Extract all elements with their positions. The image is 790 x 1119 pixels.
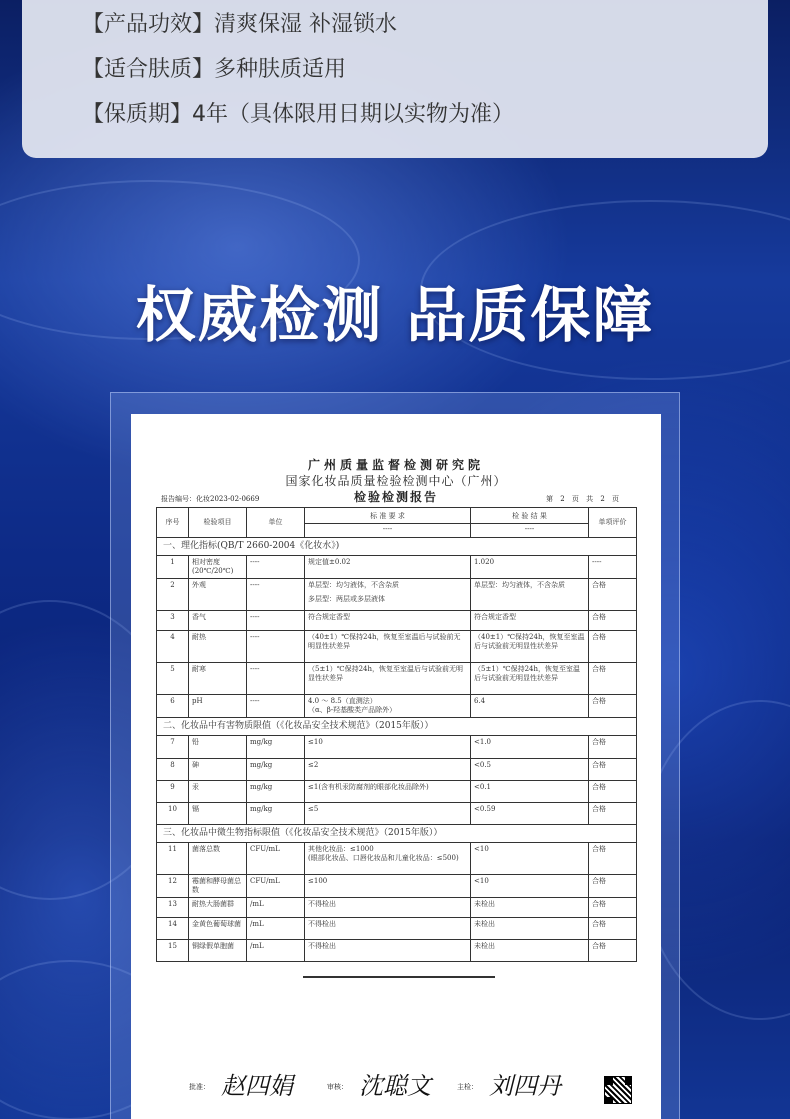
table-row [157,875,637,898]
header-evaluation: 单项评价 [589,508,637,538]
cell-unit: ---- [247,556,305,579]
cell-eval: 合格 [589,611,637,631]
cell-standard: ≤2 [305,759,471,781]
cell-eval: 合格 [589,736,637,759]
cell-unit: CFU/mL [247,875,305,898]
cell-no: 3 [157,611,189,631]
cell-standard [305,579,471,611]
cell-no: 6 [157,695,189,718]
cell-no: 14 [157,918,189,940]
header-result [471,508,589,538]
cell-standard: （40±1）℃保持24h，恢复至室温后与试验前无明显性状差异 [305,631,471,663]
section-physchem: 一、理化指标(QB/T 2660-2004《化妆水》) [157,538,637,556]
approve-signature: 赵四娟 [221,1072,293,1100]
cell-no: 13 [157,898,189,918]
cell-standard: ≤5 [305,803,471,825]
main-inspector-label: 主检： [457,1083,478,1091]
cell-unit: /mL [247,918,305,940]
cell-no: 12 [157,875,189,898]
cell-result: 未检出 [471,898,589,918]
cell-standard: ≤1(含有机汞防腐剂的眼部化妆品除外) [305,781,471,803]
cell-result: <0.5 [471,759,589,781]
cell-unit: ---- [247,611,305,631]
cell-eval: 合格 [589,759,637,781]
review-signature: 沈聪文 [359,1072,431,1100]
table-row [157,940,637,962]
cell-standard: 不得检出 [305,940,471,962]
cell-item: 香气 [189,611,247,631]
cell-item: 金黄色葡萄球菌 [189,918,247,940]
header-result-label: 检 验 结 果 [512,511,547,520]
section-harmful: 二、化妆品中有害物质限值（《化妆品安全技术规范》（2015年版）） [157,718,637,736]
cell-no: 10 [157,803,189,825]
cell-item: 铅 [189,736,247,759]
cell-standard: 符合规定香型 [305,611,471,631]
cell-result: 单层型：均匀液体，不含杂质 [471,579,589,611]
cell-result: <10 [471,875,589,898]
report-institute: 广州质量监督检测研究院 [307,458,484,472]
table-row [157,695,637,718]
cell-eval: 合格 [589,803,637,825]
cell-result: <0.1 [471,781,589,803]
page-headline: 权威检测 品质保障 [135,281,655,351]
cell-result: <1.0 [471,736,589,759]
cell-eval: 合格 [589,631,637,663]
main-inspector-signature: 刘四丹 [489,1072,561,1100]
cell-unit: ---- [247,579,305,611]
cell-result: <10 [471,843,589,875]
cell-item: 铜绿假单胞菌 [189,940,247,962]
cell-eval: 合格 [589,940,637,962]
cell-eval: ---- [589,556,637,579]
cell-item: 外观 [189,579,247,611]
cell-result: 符合规定香型 [471,611,589,631]
product-info-card [22,0,768,158]
table-row [157,556,637,579]
report-page-info: 第 2 页 共 2 页 [546,495,620,503]
cell-standard-line: (眼部化妆品、口唇化妆品和儿童化妆品：≤500) [308,854,459,862]
report-table [156,507,637,962]
table-row [157,663,637,695]
cell-eval: 合格 [589,663,637,695]
cell-unit: /mL [247,940,305,962]
cell-eval: 合格 [589,781,637,803]
cell-result: 未检出 [471,918,589,940]
cell-no: 2 [157,579,189,611]
cell-standard: ≤100 [305,875,471,898]
info-skin-type: 【适合肤质】多种肤质适用 [82,57,347,82]
end-rule [303,976,495,978]
table-row [157,759,637,781]
header-seq: 序号 [157,508,189,538]
cell-standard: 规定值±0.02 [305,556,471,579]
cell-no: 4 [157,631,189,663]
header-unit: 单位 [247,508,305,538]
cell-unit: mg/kg [247,803,305,825]
cell-eval: 合格 [589,579,637,611]
cell-no: 8 [157,759,189,781]
header-item: 检验项目 [189,508,247,538]
cell-standard: 不得检出 [305,918,471,940]
cell-item: 霉菌和酵母菌总数 [189,875,247,898]
table-row [157,736,637,759]
cell-unit: mg/kg [247,759,305,781]
cell-standard [305,843,471,875]
inspection-report [131,414,661,1119]
cell-eval: 合格 [589,918,637,940]
cell-item: 汞 [189,781,247,803]
cell-unit: mg/kg [247,736,305,759]
cell-no: 7 [157,736,189,759]
header-result-dash: ---- [471,523,588,534]
cell-result: 1.020 [471,556,589,579]
table-row [157,918,637,940]
cell-result: （5±1）℃保持24h，恢复至室温后与试验前无明显性状差异 [471,663,589,695]
header-standard-dash: ---- [305,523,470,534]
cell-item: pH [189,695,247,718]
cell-no: 1 [157,556,189,579]
report-center: 国家化妆品质量检验检测中心（广州） [285,474,507,488]
table-row [157,631,637,663]
approve-label: 批准： [189,1083,210,1091]
header-standard-label: 标 准 要 求 [370,511,405,520]
cell-standard-line: （α、β-羟基酸类产品除外） [308,706,397,714]
cell-item: 镉 [189,803,247,825]
qr-code-icon [604,1076,632,1104]
report-number: 报告编号：化妆2023-02-0669 [161,495,260,503]
cell-eval: 合格 [589,898,637,918]
cell-item: 耐热大肠菌群 [189,898,247,918]
cell-standard-line: 多层型：两层或多层液体 [308,595,385,603]
cell-unit: CFU/mL [247,843,305,875]
cell-standard: （5±1）℃保持24h，恢复至室温后与试验前无明显性状差异 [305,663,471,695]
cell-standard-line: 其他化妆品：≤1000 [308,845,374,853]
cell-unit: ---- [247,631,305,663]
header-standard [305,508,471,538]
cell-standard: 不得检出 [305,898,471,918]
cell-result: <0.59 [471,803,589,825]
cell-no: 5 [157,663,189,695]
section-row [157,825,637,843]
table-header-row [157,508,637,538]
table-row [157,611,637,631]
report-title: 检验检测报告 [353,490,438,504]
review-label: 审核： [327,1083,348,1091]
section-microbe: 三、化妆品中微生物指标限值（《化妆品安全技术规范》（2015年版）） [157,825,637,843]
cell-result: 6.4 [471,695,589,718]
table-row [157,898,637,918]
cell-result: （40±1）℃保持24h，恢复至室温后与试验前无明显性状差异 [471,631,589,663]
info-shelf-life: 【保质期】4年（具体限用日期以实物为准） [82,102,514,127]
info-efficacy: 【产品功效】清爽保湿 补湿锁水 [82,12,397,37]
cell-item: 相对密度(20℃/20℃) [189,556,247,579]
cell-unit: /mL [247,898,305,918]
cell-no: 9 [157,781,189,803]
cell-eval: 合格 [589,875,637,898]
cell-unit: ---- [247,695,305,718]
table-row [157,781,637,803]
cell-standard: ≤10 [305,736,471,759]
cell-no: 15 [157,940,189,962]
section-row [157,538,637,556]
cell-no: 11 [157,843,189,875]
cell-item: 菌落总数 [189,843,247,875]
cell-item: 耐热 [189,631,247,663]
cell-item: 砷 [189,759,247,781]
cell-unit: ---- [247,663,305,695]
cell-eval: 合格 [589,695,637,718]
cell-standard-line: 单层型：均匀液体，不含杂质 [308,581,399,589]
cell-item: 耐寒 [189,663,247,695]
cell-standard-line: 4.0 ～ 8.5（直测法） [308,697,377,705]
cell-standard [305,695,471,718]
table-row [157,843,637,875]
table-row [157,803,637,825]
cell-eval: 合格 [589,843,637,875]
cell-unit: mg/kg [247,781,305,803]
cell-result: 未检出 [471,940,589,962]
section-row [157,718,637,736]
table-row [157,579,637,611]
